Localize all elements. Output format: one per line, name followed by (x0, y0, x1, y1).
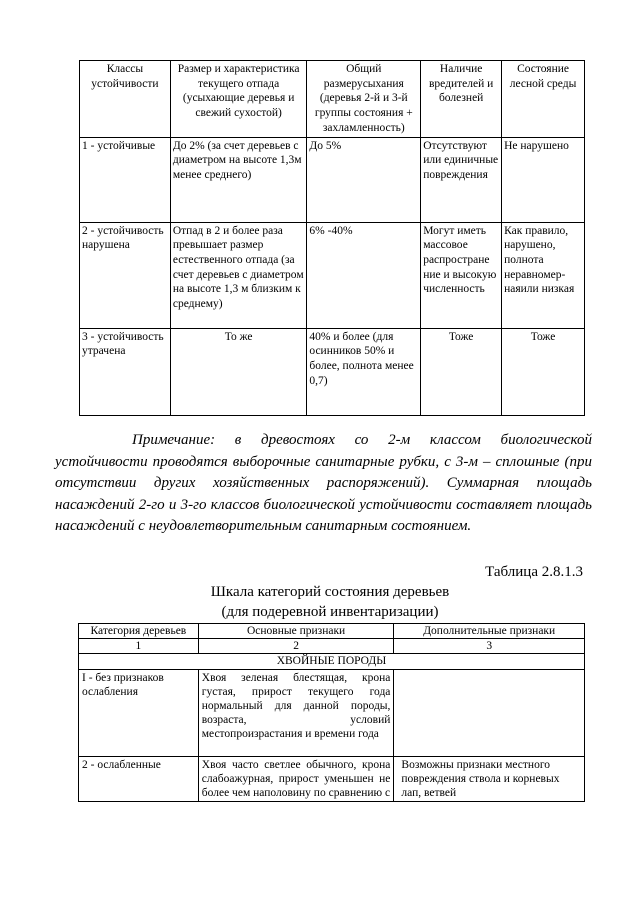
header-cell: Наличие вредителей и болезней (421, 61, 502, 138)
table-cell: До 2% (за счет деревьев с диаметром на высоте 1,3м менее среднего) (170, 137, 307, 222)
table-subtitle: (для подеревной инвентаризации) (221, 604, 439, 620)
table-number-label: Таблица 2.8.1.3 (485, 564, 583, 580)
table-cell: I - без признаков ослабления (79, 669, 199, 756)
table-cell: Могут иметь массовое распростране ние и высокую численность (421, 222, 502, 328)
column-number: 3 (394, 639, 585, 654)
table-cell: До 5% (307, 137, 421, 222)
section-heading: ХВОЙНЫЕ ПОРОДЫ (79, 654, 585, 669)
header-cell: Размер и характеристика текущего отпада (усыхающие деревья и свежий сухостой) (170, 61, 307, 138)
header-cell: Категория деревьев (79, 624, 199, 639)
table-header-row (80, 61, 585, 138)
table-cell: 3 - устойчивость утрачена (80, 328, 171, 415)
table-title: Шкала категорий состояния деревьев (210, 584, 450, 600)
table-cell: 2 - ослабленные (79, 756, 199, 802)
column-number-row (79, 639, 585, 654)
table-header-row (79, 624, 585, 639)
column-number: 2 (198, 639, 394, 654)
header-cell: Классы устойчивости (80, 61, 171, 138)
stability-classes-table (79, 60, 585, 416)
table-cell: Отсутствуют или единичные повреждения (421, 137, 502, 222)
table-cell: Тоже (502, 328, 585, 415)
table-cell: Отпад в 2 и более раза превышает размер естественного отпада (за счет деревьев с диаметром на высоте 1,3 м близким к среднему) (170, 222, 307, 328)
table-cell: 2 - устойчивость нарушена (80, 222, 171, 328)
table-row (80, 328, 585, 415)
table-cell: Тоже (421, 328, 502, 415)
header-cell: Состояние лесной среды (502, 61, 585, 138)
table-cell: 1 - устойчивые (80, 137, 171, 222)
table-row (80, 137, 585, 222)
table-cell: Как правило, нарушено, полнота неравномер- наяили низкая (502, 222, 585, 328)
note-paragraph: Примечание: в древостоях со 2-м классом биологической устойчивости проводятся выборочные санитарные рубки, с 3-м – сплошные (при отсутствии других хозяйственных распоряжений). Суммарная площадь насаждений 2-го и 3-го классов биологической устойчивости составляет площадь насаждений с неудовлетворительным санитарным состоянием. (55, 432, 592, 534)
header-cell: Общий размерусыхания (деревья 2-й и 3-й группы состояния + захламленность) (307, 61, 421, 138)
header-cell: Дополнительные признаки (394, 624, 585, 639)
table-cell: Не нарушено (502, 137, 585, 222)
table-cell: 40% и более (для осинников 50% и более, полнота менее 0,7) (307, 328, 421, 415)
tree-condition-table (78, 623, 585, 802)
table-cell: 6% -40% (307, 222, 421, 328)
table-row (80, 222, 585, 328)
section-row (79, 654, 585, 669)
table-cell: Возможны признаки местного повреждения ствола и корневых лап, ветвей (394, 756, 585, 802)
column-number: 1 (79, 639, 199, 654)
table-row (79, 756, 585, 802)
table-cell: Хвоя часто светлее обычного, крона слабоажурная, прирост уменьшен не более чем наполовину по сравнению с (198, 756, 394, 802)
table-cell: То же (170, 328, 307, 415)
table-row (79, 669, 585, 756)
table-cell: Хвоя зеленая блестящая, крона густая, прирост текущего года нормальный для данной породы, возраста, условий местопроизрастания и времени года (198, 669, 394, 756)
table-cell (394, 669, 585, 756)
header-cell: Основные признаки (198, 624, 394, 639)
